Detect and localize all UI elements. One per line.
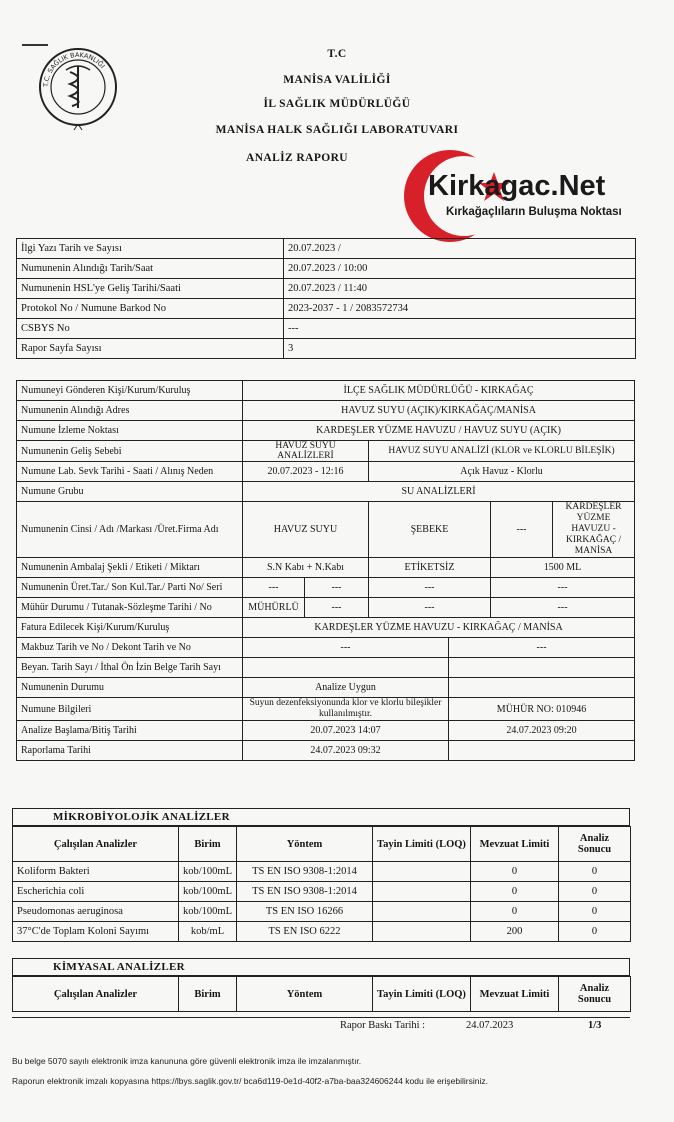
pack-amount: 1500 ML bbox=[491, 558, 635, 578]
analysis-result: 0 bbox=[559, 862, 631, 882]
info-label-2: Numune Bilgileri bbox=[17, 698, 243, 721]
seal-label: Mühür Durumu / Tutanak-Sözleşme Tarihi / No bbox=[17, 598, 243, 618]
table-row bbox=[17, 741, 635, 761]
header-limit: Mevzuat Limiti bbox=[471, 827, 559, 862]
type-label: Numunenin Cinsi / Adı /Markası /Üret.Firma Adı bbox=[17, 502, 243, 558]
analysis-limit: 0 bbox=[471, 882, 559, 902]
decl-value-2 bbox=[449, 658, 635, 678]
pack-type: S.N Kabı + N.Kabı bbox=[243, 558, 369, 578]
table-row bbox=[17, 421, 635, 441]
table-row bbox=[17, 482, 635, 502]
seal-text: T.C. SAĞLIK BAKANLIĞI bbox=[41, 50, 107, 88]
info-label: Protokol No / Numune Barkod No bbox=[17, 299, 284, 319]
table-row bbox=[17, 658, 635, 678]
type-brand: --- bbox=[491, 502, 553, 558]
info-table bbox=[16, 238, 636, 359]
footer-note-verify: Raporun elektronik imzalı kopyasına https://lbys.saglik.gov.tr/ bca6d119-0e1d-40f2-a7ba-baa324606244 kodu ile erişebilirsiniz. bbox=[12, 1076, 488, 1086]
analysis-method: TS EN ISO 9308-1:2014 bbox=[237, 882, 373, 902]
receipt-value: --- bbox=[243, 638, 449, 658]
report-value: 24.07.2023 09:32 bbox=[243, 741, 449, 761]
analysis-end: 24.07.2023 09:20 bbox=[449, 721, 635, 741]
table-row bbox=[17, 502, 635, 558]
table-row bbox=[17, 401, 635, 421]
header-method: Yöntem bbox=[237, 827, 373, 862]
status-label: Numunenin Durumu bbox=[17, 678, 243, 698]
micro-section-title: MİKROBİYOLOJİK ANALİZLER bbox=[12, 808, 630, 826]
point-label: Numune İzleme Noktası bbox=[17, 421, 243, 441]
dekont-value: --- bbox=[449, 638, 635, 658]
table-row bbox=[13, 882, 631, 902]
lab-reason: Açık Havuz - Klorlu bbox=[369, 462, 635, 482]
analysis-result: 0 bbox=[559, 882, 631, 902]
table-row bbox=[17, 279, 636, 299]
header-limit: Mevzuat Limiti bbox=[471, 977, 559, 1012]
table-row bbox=[17, 259, 636, 279]
table-row bbox=[17, 558, 635, 578]
analysis-name: 37°C'de Toplam Koloni Sayımı bbox=[13, 922, 179, 942]
table-header-row bbox=[13, 977, 631, 1012]
info-value: 2023-2037 - 1 / 2083572734 bbox=[284, 299, 636, 319]
watermark-title: Kirkagac.Net bbox=[428, 170, 606, 202]
prod-date: --- bbox=[243, 578, 305, 598]
print-date: 24.07.2023 bbox=[466, 1020, 514, 1031]
seal-date: --- bbox=[305, 598, 369, 618]
table-row bbox=[13, 902, 631, 922]
type-firm: KARDEŞLER YÜZME HAVUZU - KIRKAĞAÇ / MANİSA bbox=[553, 502, 635, 558]
info-value: 3 bbox=[284, 339, 636, 359]
info-value: 20.07.2023 / bbox=[284, 239, 636, 259]
header-result: Analiz Sonucu bbox=[559, 827, 631, 862]
analysis-result: 0 bbox=[559, 902, 631, 922]
info-value: 20.07.2023 / 11:40 bbox=[284, 279, 636, 299]
analysis-start: 20.07.2023 14:07 bbox=[243, 721, 449, 741]
decl-label: Beyan. Tarih Sayı / İthal Ön İzin Belge Tarih Sayı bbox=[17, 658, 243, 678]
prod-label: Numunenin Üret.Tar./ Son Kul.Tar./ Parti No/ Seri bbox=[17, 578, 243, 598]
invoice-value: KARDEŞLER YÜZME HAVUZU - KIRKAĞAÇ / MANİSA bbox=[243, 618, 635, 638]
header-valilik: MANİSA VALİLİĞİ bbox=[283, 74, 391, 86]
micro-table bbox=[12, 826, 631, 942]
analysis-loq bbox=[373, 902, 471, 922]
chem-section-title: KİMYASAL ANALİZLER bbox=[12, 958, 630, 976]
report-extra bbox=[449, 741, 635, 761]
analysis-method: TS EN ISO 9308-1:2014 bbox=[237, 862, 373, 882]
status-extra bbox=[449, 678, 635, 698]
info-label: Numunenin HSL'ye Geliş Tarihi/Saati bbox=[17, 279, 284, 299]
info-label: Numunenin Alındığı Tarih/Saat bbox=[17, 259, 284, 279]
header-analysis: Çalışılan Analizler bbox=[13, 827, 179, 862]
table-header-row bbox=[13, 827, 631, 862]
table-row bbox=[17, 319, 636, 339]
pack-label: Numunenin Ambalaj Şekli / Etiketi / Miktarı bbox=[17, 558, 243, 578]
table-row bbox=[17, 239, 636, 259]
table-row bbox=[17, 618, 635, 638]
analysis-label: Analize Başlama/Bitiş Tarihi bbox=[17, 721, 243, 741]
analysis-unit: kob/mL bbox=[179, 922, 237, 942]
header-unit: Birim bbox=[179, 977, 237, 1012]
table-row bbox=[17, 721, 635, 741]
pack-label-value: ETİKETSİZ bbox=[369, 558, 491, 578]
analysis-limit: 0 bbox=[471, 862, 559, 882]
table-row bbox=[17, 339, 636, 359]
lab-label: Numune Lab. Sevk Tarihi - Saati / Alınış Neden bbox=[17, 462, 243, 482]
header-laboratory: MANİSA HALK SAĞLIĞI LABORATUVARI bbox=[215, 124, 459, 136]
analysis-name: Pseudomonas aeruginosa bbox=[13, 902, 179, 922]
prod-lot: --- bbox=[369, 578, 491, 598]
header-report-title: ANALİZ RAPORU bbox=[246, 152, 348, 164]
analysis-limit: 200 bbox=[471, 922, 559, 942]
analysis-name: Koliform Bakteri bbox=[13, 862, 179, 882]
print-date-label: Rapor Baskı Tarihi : bbox=[340, 1020, 426, 1031]
sample-table bbox=[16, 380, 635, 761]
info-label: İlgi Yazı Tarih ve Sayısı bbox=[17, 239, 284, 259]
info-value-2: Suyun dezenfeksiyonunda klor ve klorlu bileşikler kullanılmıştır. bbox=[243, 698, 449, 721]
info-seal-no: MÜHÜR NO: 010946 bbox=[449, 698, 635, 721]
header-result: Analiz Sonucu bbox=[559, 977, 631, 1012]
analysis-loq bbox=[373, 882, 471, 902]
receipt-label: Makbuz Tarih ve No / Dekont Tarih ve No bbox=[17, 638, 243, 658]
analysis-method: TS EN ISO 16266 bbox=[237, 902, 373, 922]
table-row bbox=[17, 462, 635, 482]
table-row bbox=[13, 922, 631, 942]
info-value: 20.07.2023 / 10:00 bbox=[284, 259, 636, 279]
type-kind: ŞEBEKE bbox=[369, 502, 491, 558]
reason-value: HAVUZ SUYU ANALİZLERİ bbox=[243, 441, 369, 462]
table-row bbox=[17, 441, 635, 462]
seal-status: MÜHÜRLÜ bbox=[243, 598, 305, 618]
prod-expiry: --- bbox=[305, 578, 369, 598]
table-row bbox=[17, 678, 635, 698]
type-name: HAVUZ SUYU bbox=[243, 502, 369, 558]
sender-label: Numuneyi Gönderen Kişi/Kurum/Kuruluş bbox=[17, 381, 243, 401]
analysis-name: Escherichia coli bbox=[13, 882, 179, 902]
header-method: Yöntem bbox=[237, 977, 373, 1012]
table-row bbox=[17, 598, 635, 618]
prod-serial: --- bbox=[491, 578, 635, 598]
header-mudurluk: İL SAĞLIK MÜDÜRLÜĞÜ bbox=[263, 98, 411, 110]
analysis-limit: 0 bbox=[471, 902, 559, 922]
analysis-loq bbox=[373, 862, 471, 882]
analysis-unit: kob/100mL bbox=[179, 902, 237, 922]
reason-label: Numunenin Geliş Sebebi bbox=[17, 441, 243, 462]
seal-extra: --- bbox=[491, 598, 635, 618]
address-label: Numunenin Alındığı Adres bbox=[17, 401, 243, 421]
info-label: CSBYS No bbox=[17, 319, 284, 339]
lab-datetime: 20.07.2023 - 12:16 bbox=[243, 462, 369, 482]
page-number: 1/3 bbox=[588, 1020, 602, 1031]
table-row bbox=[13, 862, 631, 882]
info-value: --- bbox=[284, 319, 636, 339]
reason-detail: HAVUZ SUYU ANALİZİ (KLOR ve KLORLU BİLEŞİK) bbox=[369, 441, 635, 462]
info-label: Rapor Sayfa Sayısı bbox=[17, 339, 284, 359]
analysis-unit: kob/100mL bbox=[179, 862, 237, 882]
footer-divider bbox=[12, 1017, 630, 1018]
sender-value: İLÇE SAĞLIK MÜDÜRLÜĞÜ - KIRKAĞAÇ bbox=[243, 381, 635, 401]
footer-note-signature: Bu belge 5070 sayılı elektronik imza kanununa göre güvenli elektronik imza ile imzalanmıştır. bbox=[12, 1056, 362, 1066]
report-label: Raporlama Tarihi bbox=[17, 741, 243, 761]
analysis-result: 0 bbox=[559, 922, 631, 942]
header-loq: Tayin Limiti (LOQ) bbox=[373, 977, 471, 1012]
point-value: KARDEŞLER YÜZME HAVUZU / HAVUZ SUYU (AÇIK) bbox=[243, 421, 635, 441]
table-row bbox=[17, 698, 635, 721]
analysis-unit: kob/100mL bbox=[179, 882, 237, 902]
group-label: Numune Grubu bbox=[17, 482, 243, 502]
status-value: Analize Uygun bbox=[243, 678, 449, 698]
invoice-label: Fatura Edilecek Kişi/Kurum/Kuruluş bbox=[17, 618, 243, 638]
table-row bbox=[17, 638, 635, 658]
chem-table bbox=[12, 976, 631, 1012]
analysis-loq bbox=[373, 922, 471, 942]
decl-value bbox=[243, 658, 449, 678]
seal-no: --- bbox=[369, 598, 491, 618]
header-unit: Birim bbox=[179, 827, 237, 862]
table-row bbox=[17, 299, 636, 319]
group-value: SU ANALİZLERİ bbox=[243, 482, 635, 502]
table-row bbox=[17, 381, 635, 401]
analysis-method: TS EN ISO 6222 bbox=[237, 922, 373, 942]
header-loq: Tayin Limiti (LOQ) bbox=[373, 827, 471, 862]
watermark-subtitle: Kırkağaçlıların Buluşma Noktası bbox=[446, 206, 622, 218]
header-analysis: Çalışılan Analizler bbox=[13, 977, 179, 1012]
address-value: HAVUZ SUYU (AÇIK)/KIRKAĞAÇ/MANİSA bbox=[243, 401, 635, 421]
table-row bbox=[17, 578, 635, 598]
header-tc: T.C bbox=[327, 48, 347, 60]
